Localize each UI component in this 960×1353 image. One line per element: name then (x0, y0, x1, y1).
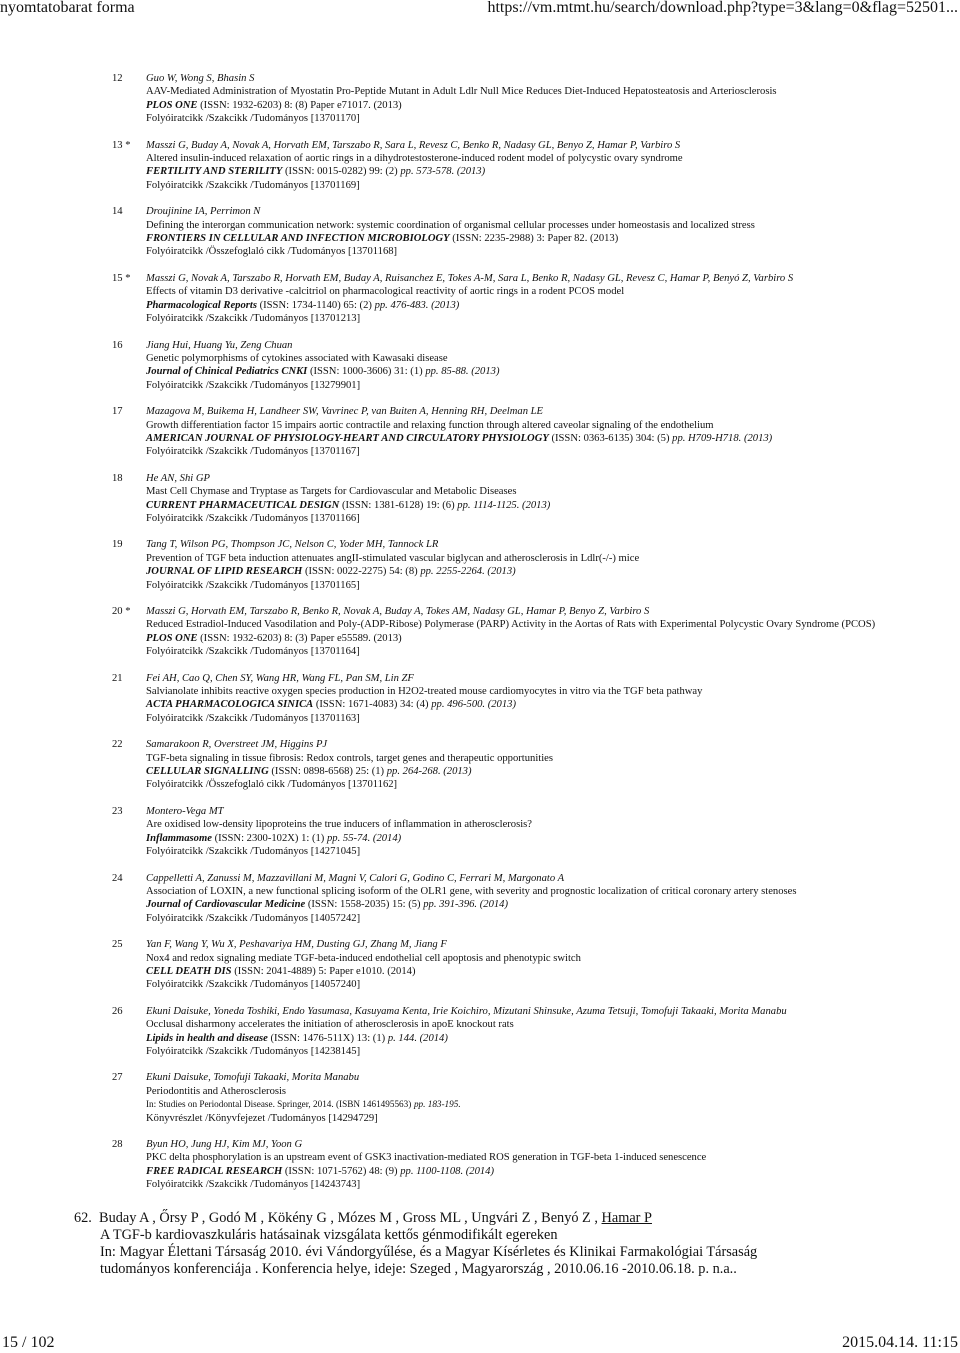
citation-index: 18 (112, 472, 123, 484)
citation-type: Folyóiratcikk /Szakcikk /Tudományos [13701163] (146, 712, 360, 724)
citation-number (112, 139, 146, 193)
citation-type: Folyóiratcikk /Szakcikk /Tudományos [13701167] (146, 446, 360, 458)
citation-star-marker: * (125, 272, 131, 284)
citation-book: In: Studies on Periodontal Disease. Springer, 2014. (ISBN 1461495563) (146, 1099, 412, 1110)
citation-index: 20 (112, 606, 123, 617)
citation-type: Folyóiratcikk /Szakcikk /Tudományos [14238145] (146, 1045, 361, 1057)
citation-number (112, 472, 146, 526)
citation-number (112, 272, 146, 326)
citation-type: Folyóiratcikk /Összefoglaló cikk /Tudományos [13701162] (146, 779, 398, 791)
citation-details: (ISSN: 2235-2988) 3: Paper 82. (452, 233, 588, 245)
citation-index: 23 (112, 805, 123, 817)
citation-authors: Ekuni Daisuke, Yoneda Toshiki, Endo Yasumasa, Kasuyama Kenta, Irie Koichiro, Mizutani Shinsuke, Azuma Tetsuji, Tomofuji Takaaki, Morita Manabu (146, 1005, 787, 1017)
citation-journal: JOURNAL OF LIPID RESEARCH (146, 566, 303, 578)
citation-details: (ISSN: 1476-511X) 13: (1) (270, 1032, 386, 1044)
citation-title: Defining the interorgan communication network: systemic coordination of organismal cellular processes under homeostasis and localized stress (146, 219, 755, 231)
citation-type: Folyóiratcikk /Szakcikk /Tudományos [13701165] (146, 579, 360, 591)
citation-details: (ISSN: 1381-6128) 19: (6) (341, 499, 455, 511)
citation-details: (ISSN: 0898-6568) 25: (1) (271, 766, 385, 778)
citation-source (146, 432, 922, 445)
citation-entry (112, 538, 922, 592)
citation-title: Are oxidised low-density lipoproteins the true inducers of inflammation in atherosclerosis? (146, 819, 532, 831)
citation-index: 15 (112, 272, 123, 284)
citation-index: 24 (112, 872, 123, 884)
citation-year: (2013) (471, 366, 500, 378)
citation-pages: pp. 1114-1125. (457, 499, 520, 511)
citation-details: (ISSN: 2041-4889) 5: Paper e1010. (234, 965, 385, 977)
citation-source (146, 965, 922, 978)
citation-number (112, 872, 146, 926)
citation-title: Reduced Estradiol-Induced Vasodilation and Poly-(ADP-Ribose) Polymerase (PARP) Activity in the Aortas of Rats with Experimental Polycystic Ovary Syndrome (PCOS) (146, 619, 876, 631)
citation-details: (ISSN: 2300-102X) 1: (1) (214, 832, 325, 844)
citation-list (112, 72, 922, 1205)
citation-year: (2013) (522, 499, 551, 511)
citation-details: (ISSN: 1671-4083) 34: (4) (315, 699, 429, 711)
citation-title: Genetic polymorphisms of cytokines associated with Kawasaki disease (146, 352, 448, 364)
citation-type: Folyóiratcikk /Szakcikk /Tudományos [14271045] (146, 846, 361, 858)
citation-type: Folyóiratcikk /Szakcikk /Tudományos [13701166] (146, 512, 360, 524)
citation-pages: p. 144. (387, 1032, 417, 1044)
citation-details: (ISSN: 0015-0282) 99: (2) (285, 166, 398, 178)
citation-entry (112, 872, 922, 926)
citation-entry (112, 1071, 922, 1125)
citation-entry (112, 139, 922, 193)
citation-year: (2013) (487, 566, 516, 578)
citation-type: Folyóiratcikk /Szakcikk /Tudományos [13701213] (146, 313, 361, 325)
citation-title: TGF-beta signaling in tissue fibrosis: Redox controls, target genes and therapeutic opportunities (146, 752, 553, 764)
citation-authors: Byun HO, Jung HJ, Kim MJ, Yoon G (146, 1139, 303, 1150)
citation-number (112, 1071, 146, 1125)
citation-star-marker: * (125, 606, 131, 617)
citation-authors: Yan F, Wang Y, Wu X, Peshavariya HM, Dusting GJ, Zhang M, Jiang F (146, 939, 447, 951)
citation-title: PKC delta phosphorylation is an upstream event of GSK3 inactivation-mediated ROS generation in TGF-beta 1-induced senescence (146, 1152, 707, 1164)
citation-journal: CELL DEATH DIS (146, 965, 232, 977)
citation-details: (ISSN: 1558-2035) 15: (5) (307, 899, 421, 911)
citation-year: (2013) (431, 299, 460, 311)
citation-year: (2014) (465, 1165, 494, 1177)
citation-source (146, 832, 922, 845)
citation-authors: Guo W, Wong S, Bhasin S (146, 73, 255, 84)
citation-number (112, 205, 146, 259)
citation-title: Nox4 and redox signaling mediate TGF-beta-induced endothelial cell apoptosis and phenotypic switch (146, 952, 581, 964)
citation-type: Folyóiratcikk /Szakcikk /Tudományos [13701164] (146, 646, 360, 658)
citation-source (146, 565, 922, 578)
citation-source (146, 898, 922, 911)
publication-title: A TGF-b kardiovaszkuláris hatásainak vizsgálata kettős génmodifikált egereken (100, 1227, 558, 1243)
citation-source (146, 765, 922, 778)
page-number: 15 / 102 (2, 1334, 55, 1351)
page-header-url[interactable]: https://vm.mtmt.hu/search/download.php?type=3&lang=0&flag=52501... (487, 0, 958, 16)
citation-number (112, 805, 146, 859)
citation-source (146, 299, 922, 312)
citation-journal: FRONTIERS IN CELLULAR AND INFECTION MICROBIOLOGY (146, 233, 450, 245)
citation-title: Mast Cell Chymase and Tryptase as Targets for Cardiovascular and Metabolic Diseases (146, 486, 517, 498)
citation-authors: Montero-Vega MT (146, 805, 224, 817)
citation-type: Könyvrészlet /Könyvfejezet /Tudományos [14294729] (146, 1112, 378, 1124)
citation-pages: pp. 55-74. (327, 832, 371, 844)
citation-year: (2014) (387, 965, 416, 977)
citation-type: Folyóiratcikk /Szakcikk /Tudományos [14243743] (146, 1179, 361, 1191)
citation-star-marker: * (125, 139, 131, 151)
citation-index: 25 (112, 939, 123, 951)
citation-source (146, 499, 922, 512)
citation-year: (2013) (743, 432, 773, 444)
citation-entry (112, 272, 922, 326)
citation-entry (112, 805, 922, 859)
citation-type: Folyóiratcikk /Összefoglaló cikk /Tudományos [13701168] (146, 246, 398, 258)
citation-journal: Journal of Cardiovascular Medicine (146, 899, 306, 911)
citation-entry (112, 738, 922, 792)
citation-pages: pp. 496-500. (431, 699, 486, 711)
citation-year: (2013) (590, 233, 619, 245)
citation-details: (ISSN: 0022-2275) 54: (8) (304, 566, 418, 578)
citation-authors: Fei AH, Cao Q, Chen SY, Wang HR, Wang FL, Pan SM, Lin ZF (146, 672, 414, 684)
citation-title: Periodontitis and Atherosclerosis (146, 1085, 287, 1097)
citation-entry (112, 205, 922, 259)
citation-journal: Pharmacological Reports (146, 299, 257, 311)
citation-type: Folyóiratcikk /Szakcikk /Tudományos [13701170] (146, 113, 360, 125)
citation-authors: Masszi G, Buday A, Novak A, Horvath EM, Tarszabo R, Sara L, Revesz C, Benko R, Nadasy GL, Benyo Z, Hamar P, Varbiro S (146, 139, 681, 151)
citation-number (112, 938, 146, 992)
citation-index: 17 (112, 406, 123, 418)
citation-title: Effects of vitamin D3 derivative -calcitriol on pharmacological reactivity of aortic rings in a rodent PCOS model (146, 286, 625, 298)
citation-pages: pp. 85-88. (425, 366, 469, 378)
citation-index: 13 (112, 139, 123, 151)
citation-pages: pp. 1100-1108. (400, 1165, 464, 1177)
citation-journal: FREE RADICAL RESEARCH (146, 1165, 283, 1177)
citation-year: (2013) (443, 766, 472, 778)
citation-journal: CURRENT PHARMACEUTICAL DESIGN (146, 499, 340, 511)
citation-entry (112, 405, 922, 459)
citation-pages: pp. 183-195. (413, 1099, 461, 1110)
citation-index: 14 (112, 206, 123, 218)
citation-pages: pp. H709-H718. (672, 432, 742, 444)
citation-year: (2013) (487, 699, 516, 711)
citation-entry (112, 472, 922, 526)
citation-number (112, 538, 146, 592)
citation-pages: pp. 391-396. (423, 899, 478, 911)
page-header-title: nyomtatobarat forma (0, 0, 135, 16)
citation-number (112, 605, 146, 659)
citation-title: Prevention of TGF beta induction attenuates angII-stimulated vascular biglycan and atherosclerosis in Ldlr(-/-) mice (146, 552, 640, 564)
citation-journal: CELLULAR SIGNALLING (146, 766, 269, 778)
publication-62 (74, 1210, 944, 1278)
citation-index: 28 (112, 1139, 123, 1150)
citation-number (112, 405, 146, 459)
citation-number (112, 672, 146, 726)
citation-authors: Masszi G, Novak A, Tarszabo R, Horvath EM, Buday A, Ruisanchez E, Tokes A-M, Sara L, Benko R, Nadasy GL, Revesz C, Hamar P, Benyó Z, Varbiro S (146, 272, 794, 284)
citation-number (112, 1138, 146, 1192)
citation-authors: Droujinine IA, Perrimon N (146, 206, 261, 218)
citation-journal: PLOS ONE (146, 99, 198, 111)
citation-number (112, 1005, 146, 1059)
citation-type: Folyóiratcikk /Szakcikk /Tudományos [14057240] (146, 979, 361, 991)
citation-index: 16 (112, 339, 123, 351)
citation-details: (ISSN: 1071-5762) 48: (9) (284, 1165, 398, 1177)
citation-authors: He AN, Shi GP (146, 472, 210, 484)
citation-details: (ISSN: 1734-1140) 65: (2) (259, 299, 372, 311)
citation-title: Association of LOXIN, a new functional splicing isoform of the OLR1 gene, with severity and prognostic localization of critical coronary artery stenoses (146, 885, 797, 897)
publication-authors: Buday A , Őrsy P , Godó M , Kökény G , Mózes M , Gross ML , Ungvári Z , Benyó Z , (99, 1210, 598, 1226)
publication-number: 62. (74, 1210, 92, 1226)
citation-details: (ISSN: 0363-6135) 304: (5) (551, 432, 670, 444)
citation-year: (2013) (456, 166, 486, 178)
citation-authors: Samarakoon R, Overstreet JM, Higgins PJ (146, 739, 328, 751)
citation-entry (112, 1005, 922, 1059)
citation-authors: Jiang Hui, Huang Yu, Zeng Chuan (146, 339, 293, 351)
citation-title: AAV-Mediated Administration of Myostatin Pro-Peptide Mutant in Adult Ldlr Null Mice Reduces Diet-Induced Hepatosteatosis and Arteriosclerosis (146, 86, 777, 98)
citation-year: (2013) (373, 99, 402, 111)
print-datetime: 2015.04.14. 11:15 (842, 1334, 958, 1351)
citation-entry (112, 672, 922, 726)
citation-number (112, 738, 146, 792)
citation-entry (112, 72, 922, 126)
citation-type: Folyóiratcikk /Szakcikk /Tudományos [13279901] (146, 379, 361, 391)
citation-source (146, 1032, 922, 1045)
citation-pages: pp. 2255-2264. (420, 566, 485, 578)
citation-index: 22 (112, 739, 123, 751)
citation-source (146, 632, 922, 645)
citation-number (112, 339, 146, 393)
citation-title: Growth differentiation factor 15 impairs aortic contractile and relaxing function through altered caveolar signaling of the endothelium (146, 419, 714, 431)
citation-source (146, 99, 922, 112)
citation-authors: Mazagova M, Buikema H, Landheer SW, Vavrinec P, van Buiten A, Henning RH, Deelman LE (146, 406, 543, 418)
citation-entry (112, 938, 922, 992)
citation-pages: pp. 573-578. (400, 166, 455, 178)
publication-62-authors-line (74, 1210, 944, 1227)
citation-journal: AMERICAN JOURNAL OF PHYSIOLOGY-HEART AND CIRCULATORY PHYSIOLOGY (146, 432, 549, 444)
citation-pages: pp. 476-483. (374, 299, 429, 311)
citation-source (146, 1165, 922, 1178)
citation-title: Altered insulin-induced relaxation of aortic rings in a dihydrotestosterone-induced rodent model of polycystic ovary syndrome (146, 153, 683, 165)
publication-source-cont: tudományos konferenciája . Konferencia helye, ideje: Szeged , Magyarország , 2010.06.16 -2010.06.18. p. n.a.. (100, 1261, 737, 1277)
citation-year: (2014) (419, 1032, 448, 1044)
citation-entry (112, 339, 922, 393)
citation-year: (2013) (373, 632, 402, 644)
citation-journal: Journal of Chinical Pediatrics CNKI (146, 366, 308, 378)
citation-type: Folyóiratcikk /Szakcikk /Tudományos [14057242] (146, 912, 361, 924)
citation-authors: Cappelletti A, Zanussi M, Mazzavillani M, Magni V, Calori G, Godino C, Ferrari M, Margonato A (146, 872, 565, 884)
citation-index: 27 (112, 1072, 123, 1084)
citation-index: 19 (112, 539, 123, 551)
citation-details: (ISSN: 1932-6203) 8: (8) Paper e71017. (200, 99, 371, 111)
citation-journal: PLOS ONE (146, 632, 198, 644)
citation-title: Occlusal disharmony accelerates the initiation of atherosclerosis in apoE knockout rats (146, 1019, 514, 1031)
citation-details: (ISSN: 1932-6203) 8: (3) Paper e55589. (200, 632, 371, 644)
citation-index: 21 (112, 672, 123, 684)
citation-source (146, 232, 922, 245)
citation-type: Folyóiratcikk /Szakcikk /Tudományos [13701169] (146, 179, 360, 191)
citation-number (112, 72, 146, 126)
citation-year: (2014) (479, 899, 508, 911)
citation-journal: Inflammasome (146, 832, 212, 844)
citation-pages: pp. 264-268. (386, 766, 441, 778)
citation-source (146, 165, 922, 178)
citation-journal: ACTA PHARMACOLOGICA SINICA (146, 699, 314, 711)
citation-year: (2014) (372, 832, 402, 844)
citation-source (146, 1098, 922, 1111)
citation-journal: Lipids in health and disease (146, 1032, 268, 1044)
citation-authors: Tang T, Wilson PG, Thompson JC, Nelson C, Yoder MH, Tannock LR (146, 539, 439, 551)
citation-authors: Ekuni Daisuke, Tomofuji Takaaki, Morita Manabu (146, 1072, 360, 1084)
citation-index: 12 (112, 73, 123, 84)
citation-index: 26 (112, 1005, 123, 1017)
highlighted-author-link[interactable]: Hamar P (601, 1210, 652, 1226)
citation-journal: FERTILITY AND STERILITY (146, 166, 283, 178)
citation-details: (ISSN: 1000-3606) 31: (1) (309, 366, 423, 378)
citation-title: Salvianolate inhibits reactive oxygen species production in H2O2-treated mouse cardiomyocytes in vitro via the TGF beta pathway (146, 686, 703, 698)
citation-authors: Masszi G, Horvath EM, Tarszabo R, Benko R, Novak A, Buday A, Tokes AM, Nadasy GL, Hamar P, Benyo Z, Varbiro S (146, 606, 650, 617)
citation-entry (112, 605, 922, 659)
citation-source (146, 698, 922, 711)
publication-source: In: Magyar Élettani Társaság 2010. évi Vándorgyűlése, és a Magyar Kísérletes és Klinikai Farmakológiai Társaság (100, 1244, 758, 1260)
citation-source (146, 365, 922, 378)
citation-entry (112, 1138, 922, 1192)
